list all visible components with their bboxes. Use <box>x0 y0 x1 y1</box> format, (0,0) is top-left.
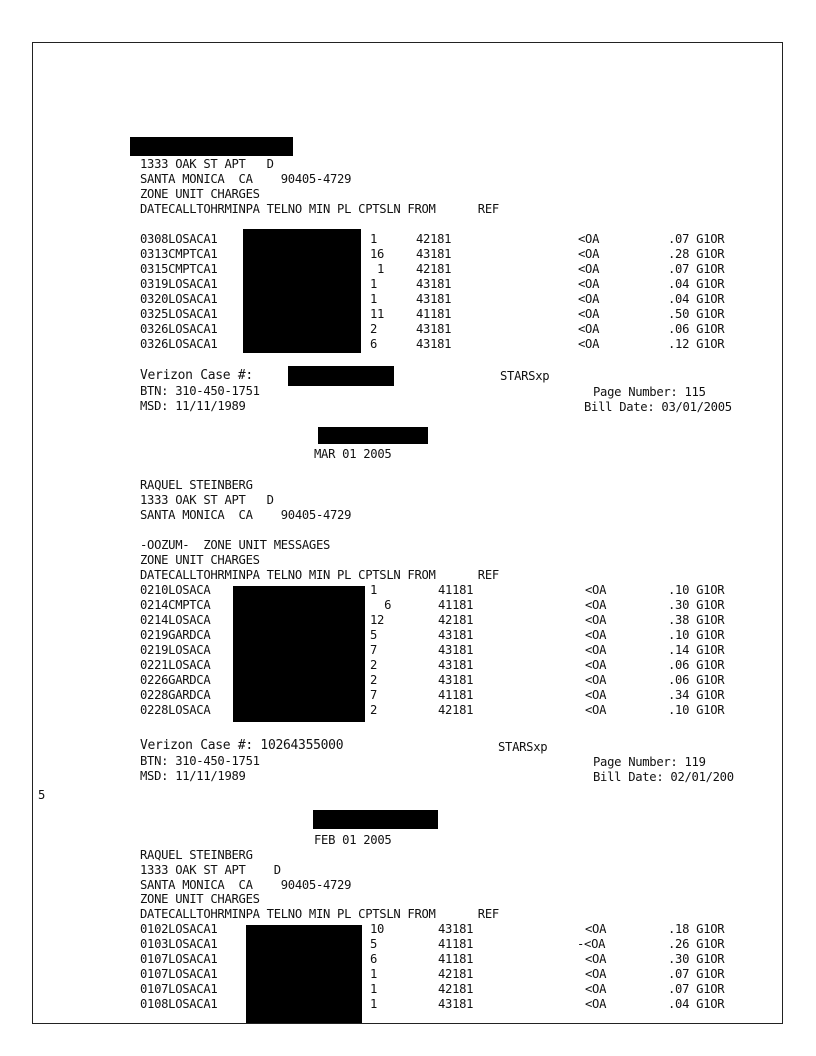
row-code: 0219LOSACA <box>140 643 211 657</box>
redaction-name-1 <box>130 137 293 156</box>
row-code: 0228GARDCA <box>140 688 211 702</box>
row-min: 16 <box>370 247 385 261</box>
page-number: Page Number: 115 <box>593 385 706 399</box>
city-state-zip: SANTA MONICA CA 90405-4729 <box>140 878 352 892</box>
row-cpt: 43181 <box>416 322 452 336</box>
row-ref: -<OA <box>577 937 606 951</box>
row-code: 0228LOSACA <box>140 703 211 717</box>
row-ref: <OA <box>578 247 600 261</box>
row-code: 0103LOSACA1 <box>140 937 218 951</box>
row-amount: .26 G1OR <box>668 937 725 951</box>
row-amount: .30 G1OR <box>668 952 725 966</box>
starsxp-label: STARSxp <box>498 740 548 754</box>
redaction-header-2 <box>318 427 428 444</box>
row-amount: .04 G1OR <box>668 997 725 1011</box>
row-amount: .14 G1OR <box>668 643 725 657</box>
row-min: 2 <box>370 673 378 687</box>
row-min: 11 <box>370 307 385 321</box>
row-amount: .10 G1OR <box>668 628 725 642</box>
row-amount: .18 G1OR <box>668 922 725 936</box>
row-amount: .30 G1OR <box>668 598 725 612</box>
wrapped-year-digit: 5 <box>38 788 46 802</box>
row-ref: <OA <box>585 673 607 687</box>
starsxp-label: STARSxp <box>500 369 550 383</box>
row-cpt: 41181 <box>438 688 474 702</box>
column-header: DATECALLTOHRMINPA TELNO MIN PL CPTSLN FROM REF <box>140 202 499 216</box>
row-cpt: 41181 <box>438 952 474 966</box>
redaction-telno-2 <box>233 586 365 722</box>
row-min: 2 <box>370 658 378 672</box>
row-cpt: 43181 <box>438 643 474 657</box>
row-cpt: 43181 <box>438 673 474 687</box>
address-line: 1333 OAK ST APT D <box>140 157 274 171</box>
row-code: 0313CMPTCA1 <box>140 247 218 261</box>
row-cpt: 43181 <box>416 247 452 261</box>
row-cpt: 42181 <box>438 982 474 996</box>
row-ref: <OA <box>585 658 607 672</box>
row-code: 0320LOSACA1 <box>140 292 218 306</box>
row-amount: .38 G1OR <box>668 613 725 627</box>
row-cpt: 43181 <box>416 337 452 351</box>
row-code: 0107LOSACA1 <box>140 982 218 996</box>
row-min: 5 <box>370 937 378 951</box>
row-cpt: 43181 <box>438 997 474 1011</box>
row-amount: .12 G1OR <box>668 337 725 351</box>
row-min: 7 <box>370 688 378 702</box>
row-ref: <OA <box>578 232 600 246</box>
redaction-telno-1 <box>243 229 361 353</box>
row-min: 1 <box>370 982 378 996</box>
row-ref: <OA <box>578 307 600 321</box>
row-amount: .28 G1OR <box>668 247 725 261</box>
row-ref: <OA <box>585 628 607 642</box>
row-cpt: 42181 <box>438 967 474 981</box>
row-ref: <OA <box>578 292 600 306</box>
row-ref: <OA <box>585 952 607 966</box>
row-code: 0214CMPTCA <box>140 598 211 612</box>
row-cpt: 43181 <box>416 292 452 306</box>
row-code: 0326LOSACA1 <box>140 337 218 351</box>
row-amount: .34 G1OR <box>668 688 725 702</box>
row-ref: <OA <box>585 598 607 612</box>
row-code: 0108LOSACA1 <box>140 997 218 1011</box>
zone-messages: -OOZUM- ZONE UNIT MESSAGES <box>140 538 331 552</box>
row-cpt: 42181 <box>416 232 452 246</box>
address-line: 1333 OAK ST APT D <box>140 863 281 877</box>
column-header: DATECALLTOHRMINPA TELNO MIN PL CPTSLN FROM REF <box>140 568 499 582</box>
customer-name: RAQUEL STEINBERG <box>140 848 253 862</box>
row-cpt: 41181 <box>438 937 474 951</box>
row-ref: <OA <box>585 688 607 702</box>
row-amount: .07 G1OR <box>668 262 725 276</box>
row-ref: <OA <box>578 322 600 336</box>
row-amount: .07 G1OR <box>668 967 725 981</box>
page-number: Page Number: 119 <box>593 755 706 769</box>
statement-date: FEB 01 2005 <box>314 833 392 847</box>
row-amount: .06 G1OR <box>668 673 725 687</box>
row-cpt: 42181 <box>438 613 474 627</box>
row-amount: .10 G1OR <box>668 583 725 597</box>
row-cpt: 43181 <box>416 277 452 291</box>
row-code: 0210LOSACA <box>140 583 211 597</box>
row-min: 1 <box>370 262 385 276</box>
row-amount: .06 G1OR <box>668 322 725 336</box>
row-cpt: 41181 <box>438 583 474 597</box>
row-min: 5 <box>370 628 378 642</box>
redaction-case-1 <box>288 366 394 386</box>
customer-name: RAQUEL STEINBERG <box>140 478 253 492</box>
row-amount: .07 G1OR <box>668 232 725 246</box>
row-ref: <OA <box>585 703 607 717</box>
row-min: 12 <box>370 613 385 627</box>
row-min: 1 <box>370 277 378 291</box>
row-min: 1 <box>370 997 378 1011</box>
row-min: 6 <box>370 952 378 966</box>
row-amount: .50 G1OR <box>668 307 725 321</box>
row-code: 0308LOSACA1 <box>140 232 218 246</box>
msd-date: MSD: 11/11/1989 <box>140 399 246 413</box>
row-amount: .06 G1OR <box>668 658 725 672</box>
row-min: 10 <box>370 922 385 936</box>
row-code: 0221LOSACA <box>140 658 211 672</box>
city-state-zip: SANTA MONICA CA 90405-4729 <box>140 508 352 522</box>
row-cpt: 43181 <box>438 922 474 936</box>
row-ref: <OA <box>578 277 600 291</box>
row-min: 6 <box>370 598 392 612</box>
row-min: 1 <box>370 292 378 306</box>
row-code: 0107LOSACA1 <box>140 967 218 981</box>
row-code: 0315CMPTCA1 <box>140 262 218 276</box>
statement-date: MAR 01 2005 <box>314 447 392 461</box>
row-code: 0319LOSACA1 <box>140 277 218 291</box>
zone-title: ZONE UNIT CHARGES <box>140 892 260 906</box>
row-ref: <OA <box>578 262 600 276</box>
row-code: 0219GARDCA <box>140 628 211 642</box>
row-cpt: 41181 <box>416 307 452 321</box>
column-header: DATECALLTOHRMINPA TELNO MIN PL CPTSLN FROM REF <box>140 907 499 921</box>
row-ref: <OA <box>585 643 607 657</box>
bill-date: Bill Date: 02/01/200 <box>593 770 734 784</box>
redaction-telno-3 <box>246 925 362 1023</box>
row-code: 0214LOSACA <box>140 613 211 627</box>
zone-title: ZONE UNIT CHARGES <box>140 187 260 201</box>
row-code: 0226GARDCA <box>140 673 211 687</box>
city-state-zip: SANTA MONICA CA 90405-4729 <box>140 172 352 186</box>
row-amount: .04 G1OR <box>668 277 725 291</box>
row-cpt: 41181 <box>438 598 474 612</box>
row-min: 7 <box>370 643 378 657</box>
row-ref: <OA <box>585 982 607 996</box>
row-ref: <OA <box>585 997 607 1011</box>
row-ref: <OA <box>585 967 607 981</box>
row-min: 6 <box>370 337 378 351</box>
row-min: 1 <box>370 232 378 246</box>
row-ref: <OA <box>585 613 607 627</box>
row-code: 0107LOSACA1 <box>140 952 218 966</box>
row-ref: <OA <box>585 583 607 597</box>
row-cpt: 43181 <box>438 658 474 672</box>
row-cpt: 42181 <box>416 262 452 276</box>
row-code: 0326LOSACA1 <box>140 322 218 336</box>
row-cpt: 42181 <box>438 703 474 717</box>
row-min: 1 <box>370 967 378 981</box>
row-code: 0102LOSACA1 <box>140 922 218 936</box>
row-amount: .07 G1OR <box>668 982 725 996</box>
row-amount: .04 G1OR <box>668 292 725 306</box>
btn-number: BTN: 310-450-1751 <box>140 384 260 398</box>
verizon-case-number: Verizon Case #: 10264355000 <box>140 738 344 753</box>
row-ref: <OA <box>585 922 607 936</box>
btn-number: BTN: 310-450-1751 <box>140 754 260 768</box>
row-min: 2 <box>370 703 378 717</box>
bill-date: Bill Date: 03/01/2005 <box>584 400 732 414</box>
address-line: 1333 OAK ST APT D <box>140 493 274 507</box>
row-ref: <OA <box>578 337 600 351</box>
zone-title: ZONE UNIT CHARGES <box>140 553 260 567</box>
row-amount: .10 G1OR <box>668 703 725 717</box>
row-min: 2 <box>370 322 378 336</box>
verizon-case-label: Verizon Case #: <box>140 368 253 383</box>
row-min: 1 <box>370 583 378 597</box>
row-cpt: 43181 <box>438 628 474 642</box>
row-code: 0325LOSACA1 <box>140 307 218 321</box>
msd-date: MSD: 11/11/1989 <box>140 769 246 783</box>
redaction-header-3 <box>313 810 438 829</box>
